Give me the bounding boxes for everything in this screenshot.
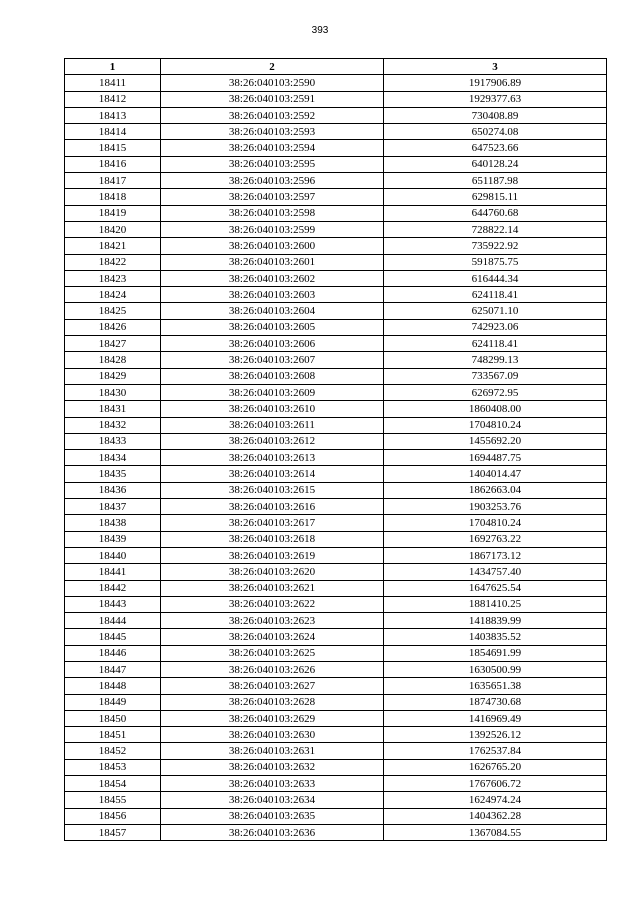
- row-number-cell: 18453: [65, 759, 161, 775]
- cadastral-value-cell: 1854691.99: [384, 645, 607, 661]
- cadastral-number-cell: 38:26:040103:2601: [161, 254, 384, 270]
- table-row: [65, 450, 607, 466]
- row-number-cell: 18457: [65, 824, 161, 840]
- cadastral-value-cell: 1416969.49: [384, 710, 607, 726]
- cadastral-value-cell: 650274.08: [384, 124, 607, 140]
- table-row: [65, 792, 607, 808]
- cadastral-value-cell: 1694487.75: [384, 450, 607, 466]
- cadastral-number-cell: 38:26:040103:2628: [161, 694, 384, 710]
- cadastral-number-cell: 38:26:040103:2626: [161, 661, 384, 677]
- cadastral-number-cell: 38:26:040103:2592: [161, 107, 384, 123]
- cadastral-value-cell: 728822.14: [384, 221, 607, 237]
- row-number-cell: 18433: [65, 433, 161, 449]
- table-row: [65, 401, 607, 417]
- table-row: [65, 238, 607, 254]
- row-number-cell: 18455: [65, 792, 161, 808]
- cadastral-value-cell: 624118.41: [384, 336, 607, 352]
- cadastral-number-cell: 38:26:040103:2591: [161, 91, 384, 107]
- table-row: [65, 759, 607, 775]
- cadastral-value-cell: 1392526.12: [384, 727, 607, 743]
- cadastral-number-cell: 38:26:040103:2603: [161, 287, 384, 303]
- cadastral-value-cell: 1647625.54: [384, 580, 607, 596]
- table-row: [65, 75, 607, 91]
- row-number-cell: 18422: [65, 254, 161, 270]
- row-number-cell: 18414: [65, 124, 161, 140]
- cadastral-value-cell: 640128.24: [384, 156, 607, 172]
- row-number-cell: 18445: [65, 629, 161, 645]
- cadastral-value-cell: 730408.89: [384, 107, 607, 123]
- cadastral-number-cell: 38:26:040103:2617: [161, 515, 384, 531]
- cadastral-number-cell: 38:26:040103:2594: [161, 140, 384, 156]
- row-number-cell: 18421: [65, 238, 161, 254]
- column-header-number: 1: [65, 59, 161, 75]
- cadastral-number-cell: 38:26:040103:2618: [161, 531, 384, 547]
- table-row: [65, 319, 607, 335]
- table-row: [65, 336, 607, 352]
- table-row: [65, 205, 607, 221]
- table-row: [65, 221, 607, 237]
- cadastral-number-cell: 38:26:040103:2613: [161, 450, 384, 466]
- row-number-cell: 18438: [65, 515, 161, 531]
- cadastral-number-cell: 38:26:040103:2606: [161, 336, 384, 352]
- cadastral-number-cell: 38:26:040103:2631: [161, 743, 384, 759]
- cadastral-number-cell: 38:26:040103:2625: [161, 645, 384, 661]
- cadastral-value-cell: 735922.92: [384, 238, 607, 254]
- row-number-cell: 18450: [65, 710, 161, 726]
- cadastral-number-cell: 38:26:040103:2633: [161, 776, 384, 792]
- cadastral-number-cell: 38:26:040103:2597: [161, 189, 384, 205]
- cadastral-number-cell: 38:26:040103:2621: [161, 580, 384, 596]
- cadastral-number-cell: 38:26:040103:2635: [161, 808, 384, 824]
- row-number-cell: 18443: [65, 596, 161, 612]
- cadastral-number-cell: 38:26:040103:2609: [161, 384, 384, 400]
- cadastral-value-cell: 1635651.38: [384, 678, 607, 694]
- row-number-cell: 18431: [65, 401, 161, 417]
- row-number-cell: 18442: [65, 580, 161, 596]
- table-row: [65, 727, 607, 743]
- cadastral-value-cell: 1630500.99: [384, 661, 607, 677]
- table-row: [65, 661, 607, 677]
- cadastral-value-cell: 1418839.99: [384, 613, 607, 629]
- cadastral-value-cell: 644760.68: [384, 205, 607, 221]
- table-row: [65, 531, 607, 547]
- cadastral-number-cell: 38:26:040103:2614: [161, 466, 384, 482]
- cadastral-value-cell: 1867173.12: [384, 547, 607, 563]
- row-number-cell: 18454: [65, 776, 161, 792]
- cadastral-number-cell: 38:26:040103:2608: [161, 368, 384, 384]
- page-number: 393: [311, 25, 329, 36]
- table-row: [65, 287, 607, 303]
- row-number-cell: 18439: [65, 531, 161, 547]
- row-number-cell: 18437: [65, 499, 161, 515]
- row-number-cell: 18440: [65, 547, 161, 563]
- table-row: [65, 547, 607, 563]
- cadastral-number-cell: 38:26:040103:2602: [161, 270, 384, 286]
- table-row: [65, 580, 607, 596]
- table-row: [65, 499, 607, 515]
- cadastral-value-cell: 1767606.72: [384, 776, 607, 792]
- cadastral-value-cell: 1762537.84: [384, 743, 607, 759]
- cadastral-value-cell: 1626765.20: [384, 759, 607, 775]
- row-number-cell: 18434: [65, 450, 161, 466]
- table-row: [65, 140, 607, 156]
- row-number-cell: 18415: [65, 140, 161, 156]
- cadastral-value-cell: 1704810.24: [384, 515, 607, 531]
- cadastral-value-cell: 1862663.04: [384, 482, 607, 498]
- table-row: [65, 678, 607, 694]
- cadastral-number-cell: 38:26:040103:2604: [161, 303, 384, 319]
- cadastral-value-cell: 1692763.22: [384, 531, 607, 547]
- cadastral-value-cell: 1403835.52: [384, 629, 607, 645]
- cadastral-value-cell: 625071.10: [384, 303, 607, 319]
- row-number-cell: 18435: [65, 466, 161, 482]
- cadastral-value-cell: 629815.11: [384, 189, 607, 205]
- cadastral-number-cell: 38:26:040103:2607: [161, 352, 384, 368]
- table-row: [65, 596, 607, 612]
- cadastral-number-cell: 38:26:040103:2629: [161, 710, 384, 726]
- row-number-cell: 18452: [65, 743, 161, 759]
- cadastral-number-cell: 38:26:040103:2636: [161, 824, 384, 840]
- cadastral-value-cell: 1455692.20: [384, 433, 607, 449]
- cadastral-value-cell: 1874730.68: [384, 694, 607, 710]
- table-row: [65, 613, 607, 629]
- table-row: [65, 124, 607, 140]
- row-number-cell: 18413: [65, 107, 161, 123]
- row-number-cell: 18424: [65, 287, 161, 303]
- table-row: [65, 645, 607, 661]
- cadastral-number-cell: 38:26:040103:2615: [161, 482, 384, 498]
- cadastral-value-cell: 1404362.28: [384, 808, 607, 824]
- table-row: [65, 482, 607, 498]
- cadastral-value-cell: 733567.09: [384, 368, 607, 384]
- cadastral-number-cell: 38:26:040103:2595: [161, 156, 384, 172]
- cadastral-value-cell: 1367084.55: [384, 824, 607, 840]
- row-number-cell: 18446: [65, 645, 161, 661]
- row-number-cell: 18451: [65, 727, 161, 743]
- cadastral-number-cell: 38:26:040103:2624: [161, 629, 384, 645]
- column-header-value: 3: [384, 59, 607, 75]
- row-number-cell: 18417: [65, 173, 161, 189]
- table-row: [65, 433, 607, 449]
- cadastral-number-cell: 38:26:040103:2599: [161, 221, 384, 237]
- row-number-cell: 18432: [65, 417, 161, 433]
- table-row: [65, 629, 607, 645]
- table-row: [65, 368, 607, 384]
- cadastral-value-cell: 1704810.24: [384, 417, 607, 433]
- table-row: [65, 352, 607, 368]
- cadastral-number-cell: 38:26:040103:2632: [161, 759, 384, 775]
- row-number-cell: 18427: [65, 336, 161, 352]
- cadastral-value-cell: 647523.66: [384, 140, 607, 156]
- cadastral-number-cell: 38:26:040103:2605: [161, 319, 384, 335]
- table-row: [65, 743, 607, 759]
- table-row: [65, 189, 607, 205]
- cadastral-number-cell: 38:26:040103:2596: [161, 173, 384, 189]
- table-row: [65, 417, 607, 433]
- cadastral-number-cell: 38:26:040103:2620: [161, 564, 384, 580]
- cadastral-value-cell: 616444.34: [384, 270, 607, 286]
- cadastral-number-cell: 38:26:040103:2610: [161, 401, 384, 417]
- cadastral-value-cell: 1881410.25: [384, 596, 607, 612]
- row-number-cell: 18411: [65, 75, 161, 91]
- row-number-cell: 18448: [65, 678, 161, 694]
- table-row: [65, 694, 607, 710]
- cadastral-value-cell: 1917906.89: [384, 75, 607, 91]
- cadastral-number-cell: 38:26:040103:2593: [161, 124, 384, 140]
- row-number-cell: 18425: [65, 303, 161, 319]
- table-row: [65, 270, 607, 286]
- cadastral-number-cell: 38:26:040103:2590: [161, 75, 384, 91]
- row-number-cell: 18449: [65, 694, 161, 710]
- row-number-cell: 18444: [65, 613, 161, 629]
- row-number-cell: 18429: [65, 368, 161, 384]
- table-row: [65, 710, 607, 726]
- table-row: [65, 303, 607, 319]
- cadastral-value-cell: 742923.06: [384, 319, 607, 335]
- cadastral-number-cell: 38:26:040103:2598: [161, 205, 384, 221]
- table-row: [65, 515, 607, 531]
- cadastral-number-cell: 38:26:040103:2619: [161, 547, 384, 563]
- cadastral-value-cell: 1860408.00: [384, 401, 607, 417]
- row-number-cell: 18412: [65, 91, 161, 107]
- row-number-cell: 18416: [65, 156, 161, 172]
- row-number-cell: 18426: [65, 319, 161, 335]
- cadastral-number-cell: 38:26:040103:2600: [161, 238, 384, 254]
- row-number-cell: 18436: [65, 482, 161, 498]
- cadastral-number-cell: 38:26:040103:2622: [161, 596, 384, 612]
- cadastral-value-cell: 1903253.76: [384, 499, 607, 515]
- cadastral-number-cell: 38:26:040103:2627: [161, 678, 384, 694]
- table-row: [65, 824, 607, 840]
- cadastral-value-cell: 1624974.24: [384, 792, 607, 808]
- table-row: [65, 564, 607, 580]
- row-number-cell: 18420: [65, 221, 161, 237]
- table-header: [65, 59, 607, 75]
- row-number-cell: 18418: [65, 189, 161, 205]
- row-number-cell: 18430: [65, 384, 161, 400]
- table-row: [65, 91, 607, 107]
- cadastral-value-cell: 651187.98: [384, 173, 607, 189]
- table-row: [65, 384, 607, 400]
- row-number-cell: 18428: [65, 352, 161, 368]
- cadastral-number-cell: 38:26:040103:2616: [161, 499, 384, 515]
- table-row: [65, 173, 607, 189]
- table-row: [65, 156, 607, 172]
- cadastral-value-cell: 748299.13: [384, 352, 607, 368]
- header-row: [65, 59, 607, 75]
- cadastral-number-cell: 38:26:040103:2634: [161, 792, 384, 808]
- row-number-cell: 18423: [65, 270, 161, 286]
- table-row: [65, 107, 607, 123]
- cadastral-number-cell: 38:26:040103:2612: [161, 433, 384, 449]
- column-header-cadastral-number: 2: [161, 59, 384, 75]
- cadastral-number-cell: 38:26:040103:2623: [161, 613, 384, 629]
- table-row: [65, 776, 607, 792]
- cadastral-value-cell: 626972.95: [384, 384, 607, 400]
- cadastral-number-cell: 38:26:040103:2630: [161, 727, 384, 743]
- cadastral-value-cell: 591875.75: [384, 254, 607, 270]
- row-number-cell: 18441: [65, 564, 161, 580]
- table-row: [65, 808, 607, 824]
- row-number-cell: 18447: [65, 661, 161, 677]
- table-row: [65, 254, 607, 270]
- cadastral-value-table: [64, 58, 607, 841]
- row-number-cell: 18456: [65, 808, 161, 824]
- cadastral-value-cell: 1929377.63: [384, 91, 607, 107]
- table-body: [65, 75, 607, 841]
- cadastral-value-cell: 624118.41: [384, 287, 607, 303]
- cadastral-value-cell: 1434757.40: [384, 564, 607, 580]
- cadastral-value-cell: 1404014.47: [384, 466, 607, 482]
- cadastral-number-cell: 38:26:040103:2611: [161, 417, 384, 433]
- table-row: [65, 466, 607, 482]
- row-number-cell: 18419: [65, 205, 161, 221]
